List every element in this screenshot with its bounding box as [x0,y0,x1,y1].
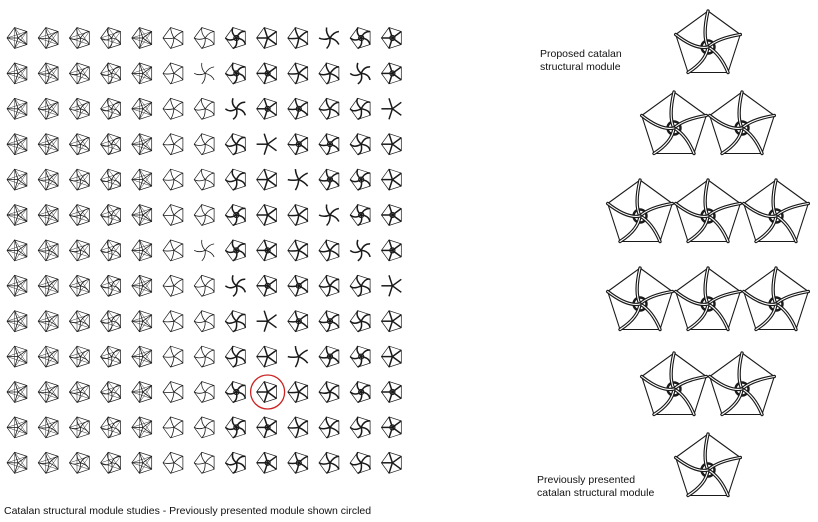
catalan-module [608,268,673,330]
previous-module-caption: Previously presented catalan structural module [537,474,655,499]
catalan-module [676,268,741,330]
studies-caption: Catalan structural module studies - Previously presented module shown circled [4,505,372,517]
catalan-module [642,353,707,415]
catalan-module [744,180,809,242]
catalan-module [676,434,741,496]
catalan-module [642,92,707,154]
catalan-module [676,11,741,73]
catalan-module [676,180,741,242]
catalan-module [710,353,775,415]
catalan-module [710,92,775,154]
catalan-module [608,180,673,242]
proposed-module-caption: Proposed catalan structural module [540,48,622,73]
catalan-module [744,268,809,330]
